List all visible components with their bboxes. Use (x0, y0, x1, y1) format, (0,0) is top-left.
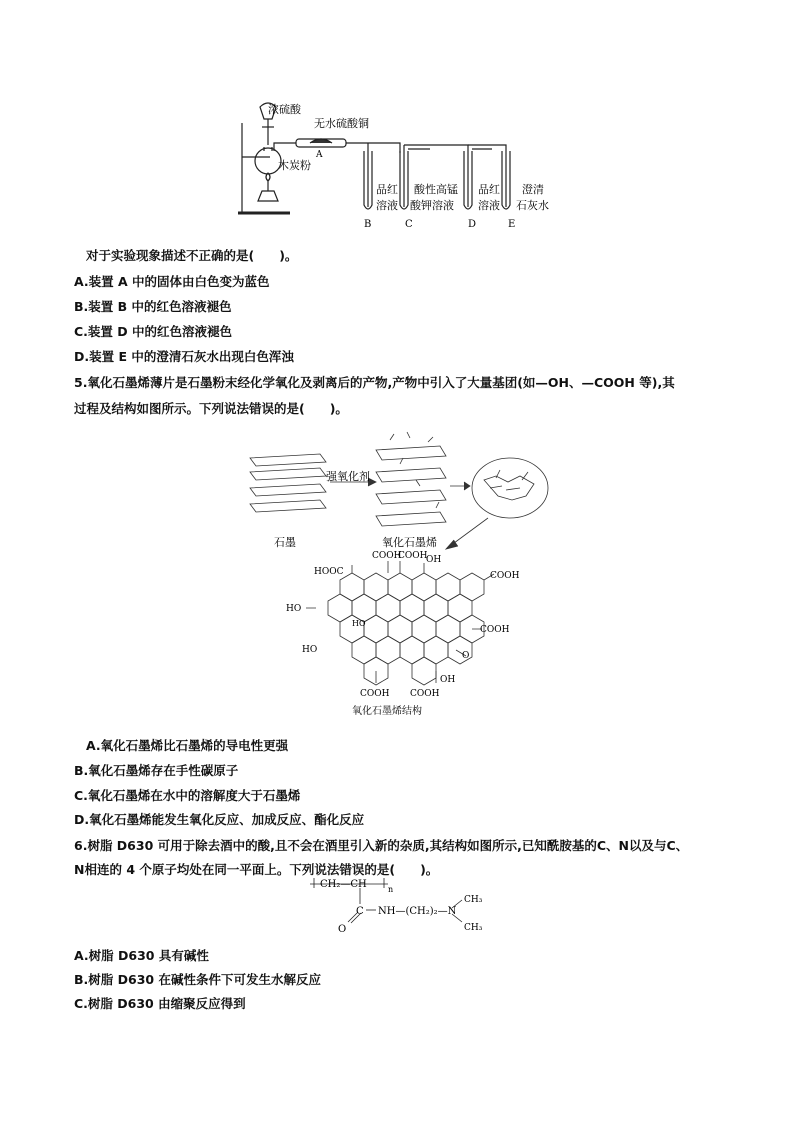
group-cooh-right2: COOH (480, 625, 510, 635)
q5-stem-line2: 过程及结构如图所示。下列说法错误的是( )。 (74, 401, 348, 416)
d630-nh-chain: NH—(CH₂)₂—N (378, 906, 457, 917)
q6-option-a: A.树脂 D630 具有碱性 (74, 948, 209, 963)
label-lime-2: 石灰水 (516, 199, 549, 212)
group-oh-right: OH (440, 675, 456, 685)
group-o: O (462, 651, 470, 661)
graphene-oxide-figure (240, 430, 560, 720)
d630-c: C (356, 906, 364, 917)
d630-ch3-bottom: CH₃ (464, 923, 483, 933)
group-ho-lower: HO (302, 645, 318, 655)
group-cooh-top1: COOH (372, 551, 402, 561)
group-cooh-top2: COOH (398, 551, 428, 561)
q6-option-b: B.树脂 D630 在碱性条件下可发生水解反应 (74, 972, 321, 987)
label-sol-1: 溶液 (376, 199, 398, 212)
label-anhydrous-cuso4: 无水硫酸铜 (314, 117, 369, 130)
q4-option-c: C.装置 D 中的红色溶液褪色 (74, 324, 233, 339)
group-hooc: HOOC (314, 567, 344, 577)
label-sol-2: 溶液 (478, 199, 500, 212)
go-layers (376, 432, 446, 526)
label-pin-red-1: 品红 (376, 183, 398, 196)
label-graphene-oxide: 氧化石墨烯 (382, 536, 437, 549)
q4-option-b: B.装置 B 中的红色溶液褪色 (74, 299, 232, 314)
q5-option-c: C.氧化石墨烯在水中的溶解度大于石墨烯 (74, 788, 301, 803)
d630-ch3-top: CH₃ (464, 895, 483, 905)
d630-o: O (338, 924, 347, 935)
label-graphite: 石墨 (274, 536, 296, 549)
q5-option-a: A.氧化石墨烯比石墨烯的导电性更强 (86, 738, 289, 753)
group-cooh-right1: COOH (490, 571, 520, 581)
q4-stem: 对于实验现象描述不正确的是( )。 (86, 248, 298, 263)
label-d: D (468, 219, 477, 230)
group-cooh-bottom1: COOH (360, 689, 390, 699)
q5-option-d: D.氧化石墨烯能发生氧化反应、加成反应、酯化反应 (74, 812, 365, 827)
q5-stem-line1: 5.氧化石墨烯薄片是石墨粉末经化学氧化及剥离后的产物,产物中引入了大量基团(如—OH、—COOH 等),其 (74, 375, 675, 390)
label-b: B (364, 219, 372, 230)
d630-n: n (388, 885, 394, 894)
label-pin-red-2: 品红 (478, 183, 500, 196)
q6-option-c: C.树脂 D630 由缩聚反应得到 (74, 996, 246, 1011)
label-lime-1: 澄清 (522, 183, 544, 196)
go-structure-rings (306, 561, 494, 685)
group-ho-mid: HO (352, 619, 366, 628)
q4-option-d: D.装置 E 中的澄清石灰水出现白色浑浊 (74, 349, 294, 364)
label-acid-kmno4-2: 酸钾溶液 (410, 199, 454, 212)
group-cooh-bottom2: COOH (410, 689, 440, 699)
group-oh-top: OH (426, 555, 442, 565)
label-oxidant: 强氧化剂 (326, 470, 370, 483)
d630-backbone: CH₂—CH (320, 879, 367, 890)
graphite-layers (250, 454, 326, 512)
q6-stem-line1: 6.树脂 D630 可用于除去酒中的酸,且不会在酒里引入新的杂质,其结构如图所示,已知酰胺基的C、N以及与C、 (74, 838, 689, 853)
label-a: A (316, 150, 323, 160)
label-e: E (508, 219, 516, 230)
q5-option-b: B.氧化石墨烯存在手性碳原子 (74, 763, 239, 778)
label-acid-kmno4-1: 酸性高锰 (414, 183, 458, 196)
label-structure-caption: 氧化石墨烯结构 (352, 706, 422, 717)
label-charcoal: 木炭粉 (278, 159, 311, 172)
apparatus-figure (230, 95, 560, 235)
d630-structure (300, 874, 500, 944)
label-c: C (405, 219, 413, 230)
q4-option-a: A.装置 A 中的固体由白色变为蓝色 (74, 274, 270, 289)
group-ho-left: HO (286, 604, 302, 614)
q6-stem-line2: N相连的 4 个原子均处在同一平面上。下列说法错误的是( )。 (74, 862, 439, 877)
label-conc-sulfuric: 浓硫酸 (268, 103, 301, 116)
